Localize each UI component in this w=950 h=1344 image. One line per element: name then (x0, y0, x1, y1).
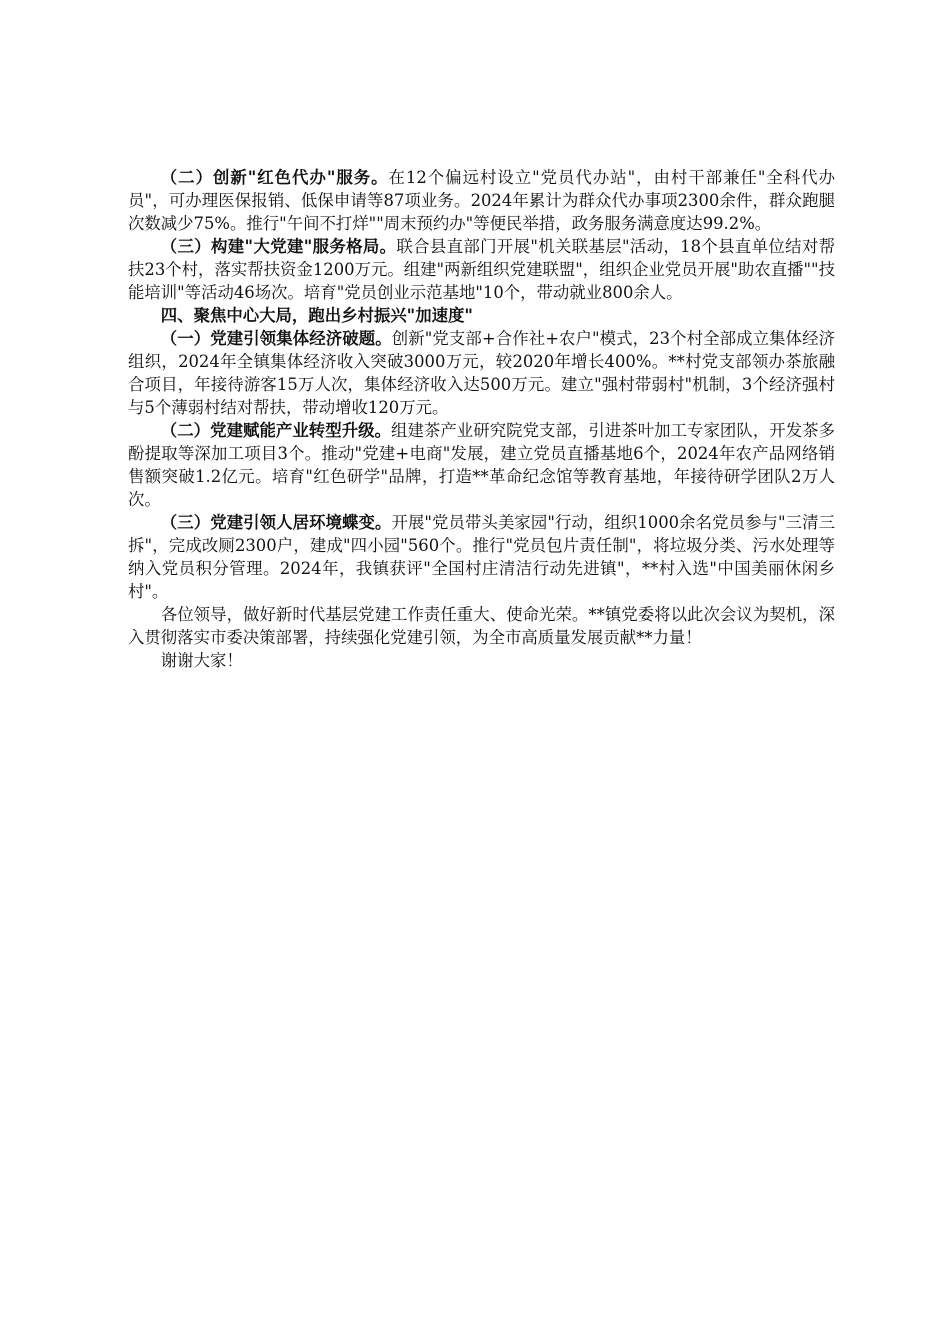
paragraph-text: 组建茶产业研究院党支部，引进茶叶加工专家团队，开发茶多酚提取等深加工项目3个。推动"党建+电商"发展，建立党员直播基地6个，2024年农产品网络销售额突破1.2亿元。培育"红色研学"品牌，打造**革命纪念馆等教育基地，年接待研学团队2万人次。 (128, 421, 835, 509)
paragraph-lead: （二）党建赋能产业转型升级。 (160, 421, 392, 440)
paragraph-collective-economy (128, 327, 835, 419)
paragraph-living-environment (128, 511, 835, 603)
section-heading-four: 四、聚焦中心大局，跑出乡村振兴"加速度" (160, 306, 473, 325)
paragraph-thanks: 谢谢大家！ (160, 651, 243, 670)
paragraph-red-agent-service (128, 166, 835, 235)
paragraph-big-party-building (128, 235, 835, 304)
paragraph-text: 开展"党员带头美家园"行动，组织1000余名党员参与"三清三拆"，完成改厕2300户，建成"四小园"560个。推行"党员包片责任制"，将垃圾分类、污水处理等纳入党员积分管理。2024年，我镇获评"全国村庄清洁行动先进镇"，**村入选"中国美丽休闲乡村"。 (128, 513, 835, 601)
paragraph-text: 联合县直部门开展"机关联基层"活动，18个县直单位结对帮扶23个村，落实帮扶资金1200万元。组建"两新组织党建联盟"，组织企业党员开展"助农直播""技能培训"等活动46场次。培育"党员创业示范基地"10个，带动就业800余人。 (128, 237, 835, 302)
paragraph-lead: （三）党建引领人居环境蝶变。 (160, 513, 392, 532)
paragraph-lead: （二）创新"红色代办"服务。 (160, 168, 389, 187)
paragraph-lead: （一）党建引领集体经济破题。 (160, 329, 392, 348)
paragraph-industry-upgrade (128, 419, 835, 511)
paragraph-text: 创新"党支部+合作社+农户"模式，23个村全部成立集体经济组织，2024年全镇集体经济收入突破3000万元，较2020年增长400%。**村党支部领办茶旅融合项目，年接待游客15万人次，集体经济收入达500万元。建立"强村带弱村"机制，3个经济强村与5个薄弱村结对帮扶，带动增收120万元。 (128, 329, 835, 417)
paragraph-lead: （三）构建"大党建"服务格局。 (160, 237, 397, 256)
paragraph-text: 在12个偏远村设立"党员代办站"，由村干部兼任"全科代办员"，可办理医保报销、低保申请等87项业务。2024年累计为群众代办事项2300余件，群众跑腿次数减少75%。推行"午间不打烊""周末预约办"等便民举措，政务服务满意度达99.2%。 (128, 168, 835, 233)
paragraph-closing: 各位领导，做好新时代基层党建工作责任重大、使命光荣。**镇党委将以此次会议为契机，深入贯彻落实市委决策部署，持续强化党建引领，为全市高质量发展贡献**力量！ (128, 605, 835, 647)
document-body (128, 166, 835, 672)
